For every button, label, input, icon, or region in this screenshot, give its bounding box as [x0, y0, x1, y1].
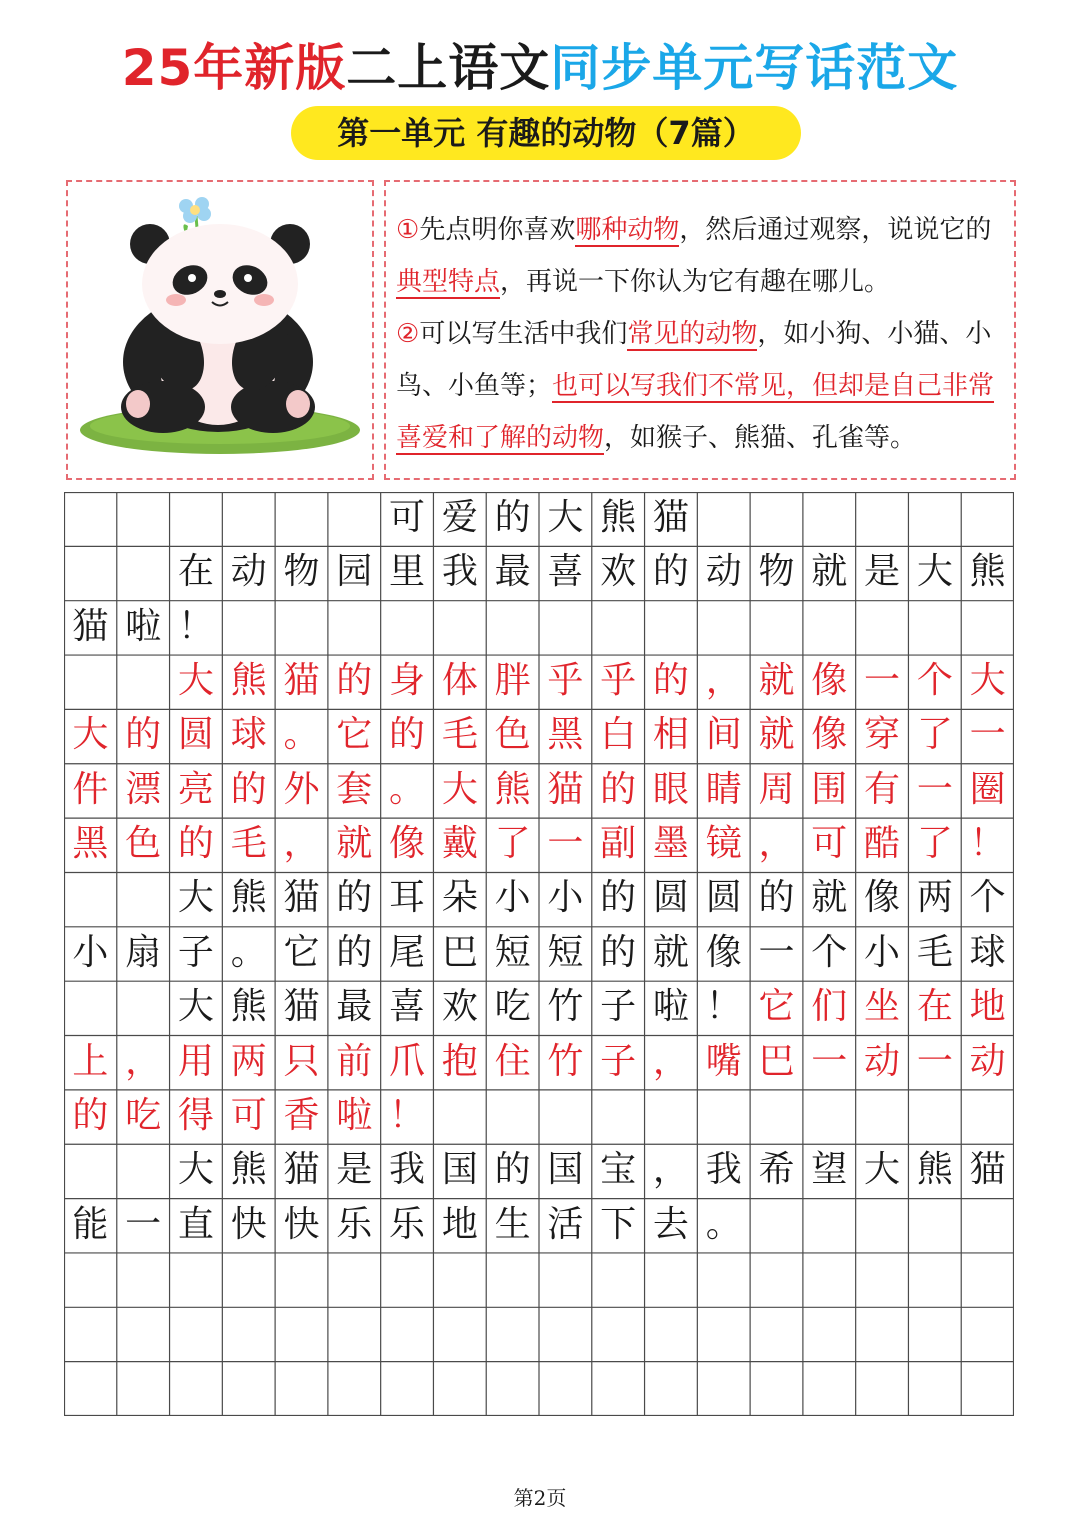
essay-char: 个 [811, 931, 848, 973]
essay-char: 吃 [494, 986, 531, 1028]
essay-char: 球 [230, 714, 267, 756]
essay-char: 的 [336, 931, 373, 973]
essay-char: 大 [177, 986, 214, 1028]
essay-char: 的 [72, 1094, 109, 1136]
essay-char: 熊 [230, 660, 267, 702]
essay-char: 的 [758, 877, 795, 919]
essay-char: 巴 [758, 1040, 795, 1082]
essay-char: 两 [230, 1040, 267, 1082]
essay-char: 一 [547, 823, 584, 865]
essay-char: 像 [389, 823, 426, 865]
essay-char: 大 [969, 660, 1006, 702]
essay-char: 一 [864, 660, 901, 702]
essay-char: 熊 [230, 1149, 267, 1191]
essay-char: 大 [177, 660, 214, 702]
essay-char: 短 [547, 931, 584, 973]
essay-char: 毛 [916, 931, 953, 973]
essay-char: 可 [389, 497, 426, 538]
tip-1-highlight-b: 典型特点 [396, 267, 501, 297]
essay-char: 圈 [969, 768, 1006, 810]
essay-char: 竹 [547, 986, 584, 1028]
tip-1-text-a: 先点明你喜欢 [419, 215, 576, 245]
tip-2-text-c: ，如猴子、熊猫、孔雀等。 [604, 423, 917, 453]
essay-char: 快 [283, 1203, 320, 1245]
tip-1-text-c: ，再说一下你认为它有趣在哪儿。 [500, 267, 891, 297]
essay-char: 子 [600, 1040, 637, 1082]
essay-char: ， [283, 823, 320, 865]
essay-char: 宝 [600, 1149, 637, 1191]
essay-char: 爱 [441, 497, 478, 538]
essay-char: ！ [177, 605, 214, 647]
title-part-topic: 同步单元写话范文 [550, 39, 959, 97]
essay-char: 熊 [916, 1149, 953, 1191]
essay-char: 的 [600, 768, 637, 810]
writing-tips [396, 204, 1008, 464]
essay-char: 像 [811, 714, 848, 756]
essay-char: 猫 [72, 605, 109, 647]
essay-char: 的 [230, 768, 267, 810]
essay-char: 乐 [336, 1203, 373, 1245]
essay-char: 穿 [864, 714, 901, 756]
essay-char: 一 [811, 1040, 848, 1082]
essay-char: 围 [811, 768, 848, 810]
essay-char: 像 [811, 660, 848, 702]
essay-char: 大 [441, 768, 478, 810]
essay-char: 就 [758, 714, 795, 756]
essay-char: 色 [494, 714, 531, 756]
essay-char: ！ [705, 986, 742, 1028]
essay-char: 用 [177, 1040, 214, 1082]
essay-char: ， [125, 1040, 162, 1082]
essay-char: 我 [705, 1149, 742, 1191]
essay-char: 猫 [547, 768, 584, 810]
essay-char: 一 [916, 768, 953, 810]
tip-2-text-a: 可以写生活中我们 [419, 319, 628, 349]
essay-char: 物 [758, 551, 795, 593]
essay-char: 间 [705, 714, 742, 756]
essay-char: 的 [494, 1149, 531, 1191]
essay-char: ， [652, 1149, 689, 1191]
essay-char: 短 [494, 931, 531, 973]
essay-char: 国 [547, 1149, 584, 1191]
essay-char: 的 [336, 877, 373, 919]
essay-char: 圆 [705, 877, 742, 919]
essay-char: 两 [916, 877, 953, 919]
essay-char: 相 [652, 714, 689, 756]
essay-char: 大 [72, 714, 109, 756]
essay-char: 一 [125, 1203, 162, 1245]
essay-char: 最 [494, 551, 531, 593]
essay-char: 在 [177, 551, 214, 593]
panda-icon [68, 182, 372, 478]
essay-char: 件 [72, 768, 109, 810]
essay-char: ， [758, 823, 795, 865]
essay-char: 我 [389, 1149, 426, 1191]
essay-char: 生 [494, 1203, 531, 1245]
essay-char: 啦 [125, 605, 162, 647]
essay-char: 动 [705, 551, 742, 593]
essay-char: 喜 [547, 551, 584, 593]
essay-char: 它 [336, 714, 373, 756]
essay-char: 去 [652, 1203, 689, 1245]
essay-char: 毛 [441, 714, 478, 756]
tip-2-text-b: ，如小狗、小猫、小鸟、小鱼等； [396, 319, 992, 401]
title-part-grade: 二上语文 [346, 39, 551, 97]
essay-char: 像 [705, 931, 742, 973]
unit-subtitle: 第一单元 有趣的动物（7篇） [291, 106, 801, 160]
essay-char: 熊 [494, 768, 531, 810]
tip-2-highlight-a: 常见的动物 [627, 319, 758, 349]
illustration-panel [66, 180, 374, 480]
essay-char: 地 [969, 986, 1006, 1028]
essay-char: 球 [969, 931, 1006, 973]
essay-char: ， [705, 660, 742, 702]
essay-char: 爪 [389, 1040, 426, 1082]
essay-char: 能 [72, 1203, 109, 1245]
essay-char: 是 [864, 551, 901, 593]
essay-char: 子 [177, 931, 214, 973]
essay-char: 毛 [230, 823, 267, 865]
essay-char: 巴 [441, 931, 478, 973]
essay-char: 副 [600, 823, 637, 865]
essay-char: 熊 [230, 986, 267, 1028]
essay-char: 动 [969, 1040, 1006, 1082]
tip-2-marker: ② [396, 319, 420, 349]
essay-char: 的 [125, 714, 162, 756]
essay-char: 白 [600, 714, 637, 756]
essay-char: 镜 [705, 823, 742, 865]
essay-char: 望 [811, 1149, 848, 1191]
essay-char: 外 [283, 768, 320, 810]
essay-char: 就 [811, 877, 848, 919]
essay-char: 了 [916, 823, 953, 865]
essay-char: 。 [389, 768, 426, 810]
essay-char: 尾 [389, 931, 426, 973]
essay-char: 套 [336, 768, 373, 810]
essay-char: 熊 [969, 551, 1006, 593]
essay-char: 圆 [177, 714, 214, 756]
essay-char: 园 [336, 551, 373, 593]
essay-char: 抱 [441, 1040, 478, 1082]
essay-char: 的 [389, 714, 426, 756]
essay-char: 大 [864, 1149, 901, 1191]
essay-char: 吃 [125, 1094, 162, 1136]
tip-2 [396, 308, 1008, 464]
essay-char: 大 [177, 877, 214, 919]
essay-char: ， [652, 1040, 689, 1082]
essay-char: 的 [177, 823, 214, 865]
essay-char: 熊 [600, 497, 637, 538]
essay-char: 黑 [72, 823, 109, 865]
tip-1-text-b: ，然后通过观察，说说它的 [679, 215, 992, 245]
essay-char: 黑 [547, 714, 584, 756]
essay-char: 的 [494, 497, 531, 538]
essay-char: 小 [494, 877, 531, 919]
writing-grid [64, 492, 1014, 1416]
essay-char: 小 [547, 877, 584, 919]
essay-char: 。 [230, 931, 267, 973]
essay-char: 朵 [441, 877, 478, 919]
essay-char: 前 [336, 1040, 373, 1082]
essay-char: 色 [125, 823, 162, 865]
essay-char: 住 [494, 1040, 531, 1082]
essay-char: 啦 [336, 1094, 373, 1136]
essay-char: 猫 [652, 497, 689, 538]
essay-char: 胖 [494, 660, 531, 702]
essay-char: 猫 [283, 986, 320, 1028]
essay-char: 亮 [177, 768, 214, 810]
essay-char: 它 [283, 931, 320, 973]
essay-char: 体 [441, 660, 478, 702]
essay-char: 香 [283, 1094, 320, 1136]
essay-char: 就 [336, 823, 373, 865]
tip-2-highlight-b: 也可以写我们不常见，但却是自己非常喜爱和了解的动物 [396, 371, 995, 453]
essay-char: 睛 [705, 768, 742, 810]
essay-char: 小 [72, 931, 109, 973]
essay-char: 耳 [389, 877, 426, 919]
essay-char: 物 [283, 551, 320, 593]
essay-char: 可 [811, 823, 848, 865]
essay-char: 了 [494, 823, 531, 865]
essay-char: 在 [916, 986, 953, 1028]
essay-char: 得 [177, 1094, 214, 1136]
essay-char: 大 [547, 497, 584, 538]
essay-char: 周 [758, 768, 795, 810]
essay-char: 个 [916, 660, 953, 702]
essay-char: 墨 [652, 823, 689, 865]
essay-char: 一 [969, 714, 1006, 756]
essay-char: 坐 [864, 986, 901, 1028]
essay-char: 乎 [600, 660, 637, 702]
essay-char: 的 [600, 877, 637, 919]
page-title [0, 38, 1080, 98]
essay-char: 喜 [389, 986, 426, 1028]
essay-char: 眼 [652, 768, 689, 810]
essay-char: 戴 [441, 823, 478, 865]
essay-char: 竹 [547, 1040, 584, 1082]
essay-char: 只 [283, 1040, 320, 1082]
essay-char: 猫 [283, 1149, 320, 1191]
essay-char: 像 [864, 877, 901, 919]
essay-char: 它 [758, 986, 795, 1028]
essay-char: 圆 [652, 877, 689, 919]
tip-1-marker: ① [396, 215, 420, 245]
essay-char: 了 [916, 714, 953, 756]
essay-char: 们 [811, 986, 848, 1028]
essay-char: 漂 [125, 768, 162, 810]
essay-char: 大 [916, 551, 953, 593]
essay-char: 子 [600, 986, 637, 1028]
essay-char: 地 [441, 1203, 478, 1245]
essay-char: 大 [177, 1149, 214, 1191]
essay-char: 就 [758, 660, 795, 702]
essay-char: ！ [969, 823, 1006, 865]
title-part-edition: 25年新版 [121, 39, 347, 97]
essay-char: 的 [652, 660, 689, 702]
essay-char: 里 [389, 551, 426, 593]
essay-char: 乐 [389, 1203, 426, 1245]
tip-1 [396, 204, 1008, 308]
essay-char: 。 [705, 1203, 742, 1245]
essay-char: 酷 [864, 823, 901, 865]
essay-char: 的 [652, 551, 689, 593]
tip-1-highlight-a: 哪种动物 [575, 215, 680, 245]
essay-char: 希 [758, 1149, 795, 1191]
essay-char: 个 [969, 877, 1006, 919]
essay-char: 我 [441, 551, 478, 593]
essay-char: 就 [652, 931, 689, 973]
essay-char: 直 [177, 1203, 214, 1245]
essay-char: 国 [441, 1149, 478, 1191]
essay-char: 一 [758, 931, 795, 973]
essay-char: 最 [336, 986, 373, 1028]
essay-char: 快 [230, 1203, 267, 1245]
essay-char: 动 [230, 551, 267, 593]
essay-char: 一 [916, 1040, 953, 1082]
essay-char: 上 [72, 1040, 109, 1082]
essay-char: 小 [864, 931, 901, 973]
essay-char: 的 [600, 931, 637, 973]
essay-char: 猫 [969, 1149, 1006, 1191]
essay-char: 乎 [547, 660, 584, 702]
essay-char: 有 [864, 768, 901, 810]
essay-char: 就 [811, 551, 848, 593]
essay-char: 可 [230, 1094, 267, 1136]
essay-char: ！ [389, 1094, 426, 1136]
essay-char: 猫 [283, 660, 320, 702]
essay-char: 啦 [652, 986, 689, 1028]
essay-char: 活 [547, 1203, 584, 1245]
essay-char: 嘴 [705, 1040, 742, 1082]
essay-char: 猫 [283, 877, 320, 919]
essay-char: 是 [336, 1149, 373, 1191]
essay-char: 的 [336, 660, 373, 702]
essay-char: 身 [389, 660, 426, 702]
essay-char: 下 [600, 1203, 637, 1245]
essay-char: 扇 [125, 931, 162, 973]
essay-char: 熊 [230, 877, 267, 919]
essay-char: 。 [283, 714, 320, 756]
page-number: 第2页 [513, 1486, 567, 1510]
essay-char: 欢 [441, 986, 478, 1028]
essay-char: 欢 [600, 551, 637, 593]
essay-char: 动 [864, 1040, 901, 1082]
